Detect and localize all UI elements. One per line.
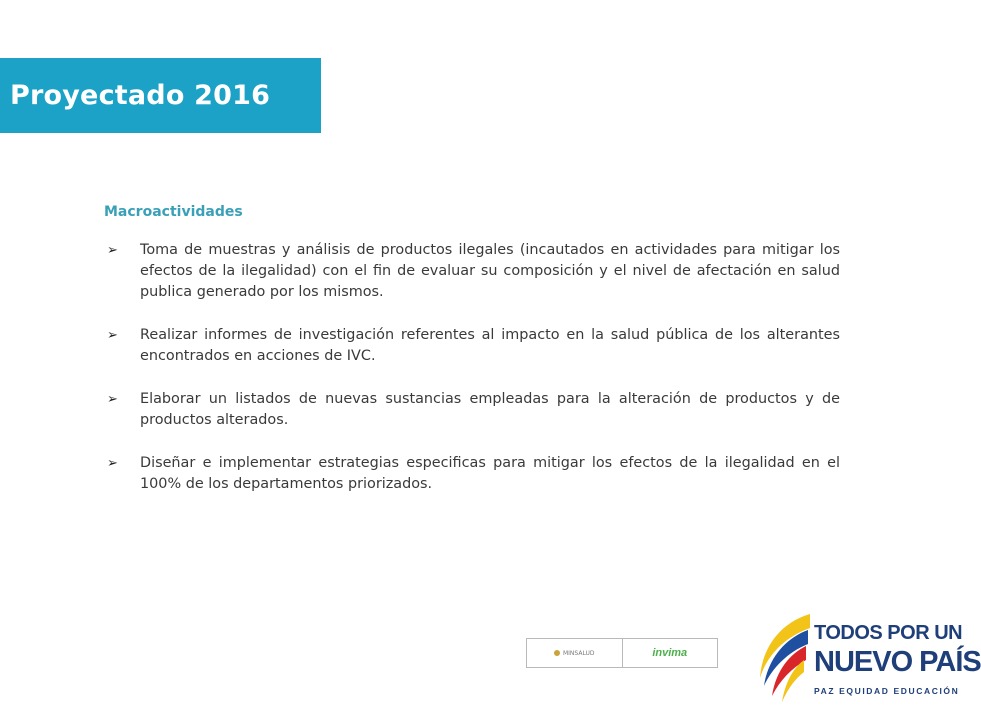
bullet-list xyxy=(104,240,840,495)
brand-line-1: TODOS POR UN xyxy=(814,622,963,644)
minsalud-logo xyxy=(527,639,622,667)
bullet-text: Realizar informes de investigación referentes al impacto en la salud pública de los alterantes encontrados en acciones de IVC. xyxy=(140,327,840,364)
arrow-bullet-icon: ➢ xyxy=(107,243,118,258)
invima-logo xyxy=(622,639,718,667)
partner-logos-strip xyxy=(526,638,718,668)
slide-content xyxy=(104,204,840,517)
seal-icon xyxy=(554,650,560,656)
title-bar xyxy=(0,58,321,133)
invima-label: invima xyxy=(652,647,688,659)
arrow-bullet-icon: ➢ xyxy=(107,328,118,343)
brand-line-2: NUEVO PAÍS xyxy=(814,646,981,678)
list-item xyxy=(104,389,840,431)
list-item xyxy=(104,325,840,367)
slide-title: Proyectado 2016 xyxy=(10,80,271,111)
section-heading: Macroactividades xyxy=(104,204,243,220)
bullet-text: Toma de muestras y análisis de productos ilegales (incautados en actividades para mitigar los efectos de la ilegalidad) con el fin de evaluar su composición y el nivel de afectación en salud publica generado por los mismos. xyxy=(140,242,840,300)
bullet-text: Elaborar un listados de nuevas sustancias empleadas para la alteración de productos y de productos alterados. xyxy=(140,391,840,428)
minsalud-label: MINSALUD xyxy=(562,649,595,657)
arrow-bullet-icon: ➢ xyxy=(107,456,118,471)
brand-tagline: PAZ EQUIDAD EDUCACIÓN xyxy=(814,686,960,696)
bullet-text: Diseñar e implementar estrategias especificas para mitigar los efectos de la ilegalidad en el 100% de los departamentos priorizados. xyxy=(140,455,840,492)
government-brand-logo xyxy=(752,608,981,708)
list-item xyxy=(104,240,840,303)
list-item xyxy=(104,453,840,495)
arrow-bullet-icon: ➢ xyxy=(107,392,118,407)
flag-swoosh-icon xyxy=(752,608,818,708)
